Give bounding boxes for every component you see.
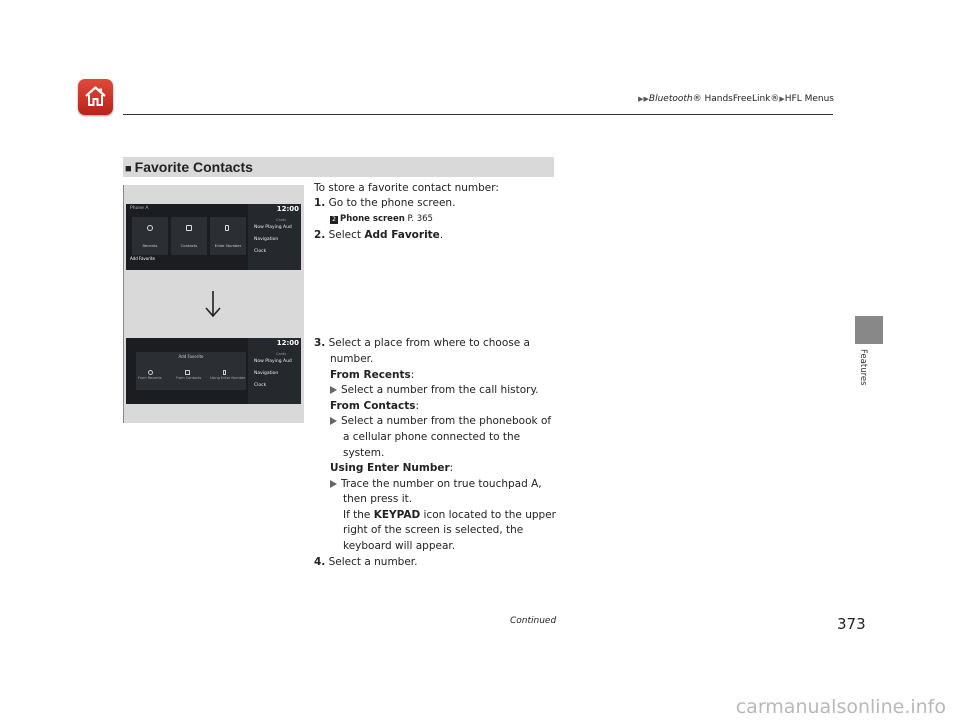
keypad-icon: [225, 225, 229, 231]
step-3: [314, 336, 530, 352]
breadcrumb-part-3[interactable]: HFL Menus: [784, 94, 834, 104]
breadcrumb-part-2[interactable]: ® HandsFreeLink®: [692, 94, 780, 104]
screen-topbar: [126, 204, 246, 213]
clock-icon: [148, 370, 153, 375]
tile-label: Enter Number: [214, 243, 242, 248]
home-icon: [83, 84, 108, 109]
triangle-bullet-icon: [330, 386, 337, 394]
panel-item: Navigation: [254, 237, 279, 242]
sub-step-text: Select a number from the call history.: [341, 384, 539, 396]
enter-number-term: Using Enter Number: [330, 462, 450, 474]
breadcrumb-arrow-icon: ▶: [779, 95, 785, 103]
step-number: 2.: [314, 229, 326, 241]
sub-step-text: icon located to the upper: [420, 509, 556, 521]
panel-item: Clock: [254, 249, 267, 254]
page-reference[interactable]: [330, 212, 433, 228]
enter-number-tile: [210, 217, 246, 255]
panel-item: Clock: [254, 383, 267, 388]
keypad-icon: [223, 370, 226, 375]
step-4: [314, 555, 418, 571]
keypad-note: [343, 508, 556, 524]
dialog-option: Using Enter Number: [210, 376, 246, 380]
enter-number-label: Using Enter Number:: [330, 462, 454, 474]
continued-label: Continued: [510, 616, 557, 626]
step-2: [314, 228, 443, 244]
clock-icon: [147, 225, 153, 231]
home-button[interactable]: [78, 79, 113, 115]
square-bullet-icon: ■: [125, 163, 132, 175]
section-title: Favorite Contacts: [134, 159, 253, 175]
recents-text: [330, 383, 539, 399]
watermark: carmanualsonline.info: [735, 696, 946, 718]
contacts-icon: [186, 225, 192, 231]
sub-step-text: then press it.: [343, 493, 413, 505]
screen-clock: 12:00: [276, 339, 299, 347]
breadcrumb: [638, 94, 834, 104]
features-tab[interactable]: [855, 316, 883, 344]
header-divider: [123, 114, 833, 115]
dialog-title: Add Favorite: [178, 354, 204, 359]
sub-step-text: right of the screen is selected, the: [343, 524, 524, 536]
recents-label: From Recents:: [330, 369, 415, 381]
triangle-bullet-icon: [330, 417, 337, 425]
step-number: 4.: [314, 556, 326, 568]
dialog-option: From Recents: [138, 376, 162, 380]
recents-tile: [132, 217, 168, 255]
sub-step-text: If the: [343, 509, 374, 521]
step-number: 3.: [314, 337, 326, 349]
contacts-icon: [185, 370, 190, 375]
sub-step-text: a cellular phone connected to the: [343, 431, 521, 443]
step-text: Select a place from where to choose a: [328, 337, 530, 349]
contacts-term: From Contacts: [330, 400, 416, 412]
step-text: number.: [330, 353, 374, 365]
add-favorite-screen-image: [126, 338, 301, 404]
sub-step-text: Select a number from the phonebook of: [341, 415, 552, 427]
panel-item: Now Playing Aud: [254, 359, 292, 364]
side-label-text: Features: [858, 349, 868, 386]
panel-item: Now Playing Aud: [254, 225, 292, 230]
reference-label: Phone screen: [340, 214, 405, 224]
side-label: [856, 349, 870, 389]
sub-step-text: Trace the number on true touchpad A,: [341, 478, 542, 490]
step-text: .: [439, 229, 444, 241]
panel-head: Cards: [276, 218, 287, 222]
recents-term: From Recents: [330, 369, 411, 381]
enter-number-text: [330, 477, 542, 493]
step-text: Go to the phone screen.: [328, 197, 456, 209]
add-favorite-term: Add Favorite: [364, 229, 440, 241]
step-text: Select: [328, 229, 365, 241]
keypad-term: KEYPAD: [373, 509, 421, 521]
step-1: [314, 196, 455, 212]
step-number: 1.: [314, 197, 326, 209]
breadcrumb-part-1[interactable]: Bluetooth: [648, 94, 693, 104]
section-heading: [123, 157, 554, 177]
add-favorite-label: Add Favorite: [130, 256, 155, 261]
reference-page: P. 365: [407, 214, 433, 224]
panel-item: Navigation: [254, 371, 279, 376]
contacts-label: From Contacts:: [330, 400, 420, 412]
dialog-option: From Contacts: [176, 376, 202, 380]
triangle-bullet-icon: [330, 480, 337, 488]
tile-label: Recents: [142, 243, 158, 248]
step-text: Select a number.: [328, 556, 418, 568]
page-number: 373: [837, 615, 866, 633]
phone-screen-image: [126, 204, 301, 270]
breadcrumb-arrow-icon: ▶▶: [638, 95, 649, 103]
screen-phone-name: Phone A: [130, 206, 149, 211]
intro-text: To store a favorite contact number:: [314, 182, 499, 194]
contacts-text: [330, 414, 551, 430]
screen-clock: 12:00: [276, 205, 299, 213]
reference-icon: 2: [330, 216, 338, 224]
sub-step-text: keyboard will appear.: [343, 540, 456, 552]
contacts-tile: [171, 217, 207, 255]
tile-label: Contacts: [180, 243, 198, 248]
panel-head: Cards: [276, 352, 287, 356]
sub-step-text: system.: [343, 447, 385, 459]
arrow-down-icon: [198, 289, 228, 319]
